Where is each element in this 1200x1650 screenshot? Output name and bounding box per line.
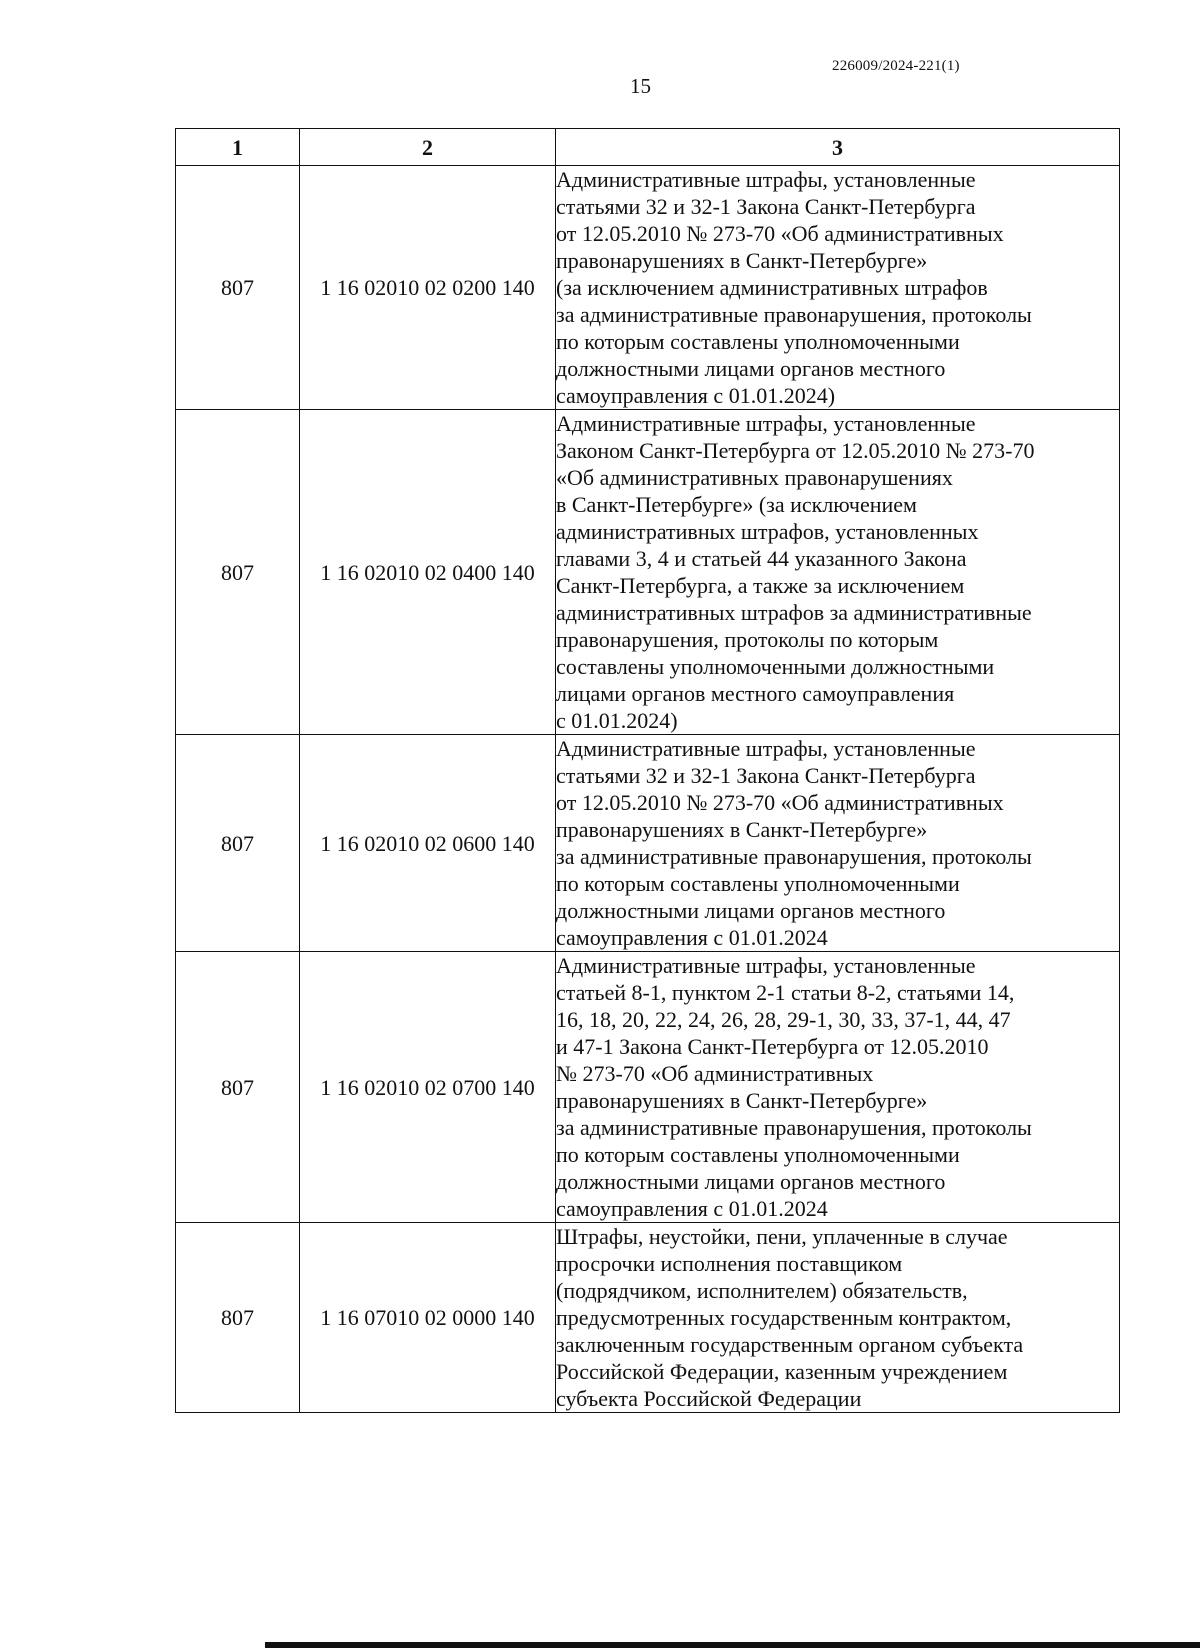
- revenue-description-cell: [556, 1223, 1120, 1413]
- description-line: статьей 8-1, пунктом 2-1 статьи 8-2, статьями 14,: [556, 980, 1015, 1005]
- description-line: самоуправления с 01.01.2024: [556, 925, 828, 950]
- description-line: Административные штрафы, установленные: [556, 167, 976, 192]
- scan-edge-mark: [265, 1642, 1200, 1648]
- revenue-description-cell: [556, 952, 1120, 1223]
- column-header-1: 1: [176, 129, 300, 166]
- description-line: от 12.05.2010 № 273-70 «Об административных: [556, 790, 1004, 815]
- description-line: административных штрафов за административные: [556, 600, 1032, 625]
- description-line: по которым составлены уполномоченными: [556, 1142, 960, 1167]
- description-line: по которым составлены уполномоченными: [556, 329, 960, 354]
- table-row: [176, 166, 1120, 410]
- description-line: правонарушениях в Санкт-Петербурге»: [556, 248, 928, 273]
- table-row: [176, 1223, 1120, 1413]
- description-line: № 273-70 «Об административных: [556, 1061, 874, 1086]
- administrator-code-cell: 807: [176, 410, 300, 735]
- description-line: административных штрафов, установленных: [556, 519, 979, 544]
- table-body: [176, 166, 1120, 1413]
- description-line: статьями 32 и 32-1 Закона Санкт-Петербурга: [556, 763, 976, 788]
- table-header-row: [176, 129, 1120, 166]
- page-number: 15: [630, 74, 651, 98]
- description-line: правонарушения, протоколы по которым: [556, 627, 939, 652]
- column-header-3: 3: [556, 129, 1120, 166]
- description-line: Штрафы, неустойки, пени, уплаченные в случае: [556, 1224, 1008, 1249]
- description-line: Административные штрафы, установленные: [556, 953, 976, 978]
- revenue-description-cell: [556, 735, 1120, 952]
- description-line: за административные правонарушения, протоколы: [556, 1115, 1032, 1140]
- administrator-code-cell: 807: [176, 952, 300, 1223]
- description-line: самоуправления с 01.01.2024: [556, 1196, 828, 1221]
- budget-classification-code-cell: 1 16 02010 02 0700 140: [300, 952, 556, 1223]
- description-line: за административные правонарушения, протоколы: [556, 844, 1032, 869]
- description-line: (за исключением административных штрафов: [556, 275, 988, 300]
- administrator-code-cell: 807: [176, 166, 300, 410]
- budget-classification-code-cell: 1 16 02010 02 0400 140: [300, 410, 556, 735]
- description-line: должностными лицами органов местного: [556, 898, 946, 923]
- budget-codes-table: [175, 128, 1120, 1413]
- description-line: «Об административных правонарушениях: [556, 465, 953, 490]
- table-row: [176, 410, 1120, 735]
- description-line: должностными лицами органов местного: [556, 1169, 946, 1194]
- table-row: [176, 735, 1120, 952]
- budget-classification-code-cell: 1 16 02010 02 0200 140: [300, 166, 556, 410]
- description-line: заключенным государственным органом субъекта: [556, 1332, 1024, 1357]
- description-line: правонарушениях в Санкт-Петербурге»: [556, 817, 928, 842]
- description-line: статьями 32 и 32-1 Закона Санкт-Петербурга: [556, 194, 976, 219]
- description-line: от 12.05.2010 № 273-70 «Об административных: [556, 221, 1004, 246]
- description-line: просрочки исполнения поставщиком: [556, 1251, 903, 1276]
- description-line: Российской Федерации, казенным учреждением: [556, 1359, 1008, 1384]
- description-line: Административные штрафы, установленные: [556, 736, 976, 761]
- document-registration-number: 226009/2024-221(1): [832, 58, 960, 74]
- description-line: субъекта Российской Федерации: [556, 1386, 862, 1411]
- description-line: должностными лицами органов местного: [556, 356, 946, 381]
- administrator-code-cell: 807: [176, 735, 300, 952]
- table-row: [176, 952, 1120, 1223]
- description-line: Санкт-Петербурга, а также за исключением: [556, 573, 965, 598]
- administrator-code-cell: 807: [176, 1223, 300, 1413]
- description-line: с 01.01.2024): [556, 708, 678, 733]
- budget-classification-code-cell: 1 16 07010 02 0000 140: [300, 1223, 556, 1413]
- revenue-description-cell: [556, 410, 1120, 735]
- description-line: и 47-1 Закона Санкт-Петербурга от 12.05.2010: [556, 1034, 989, 1059]
- description-line: Законом Санкт-Петербурга от 12.05.2010 № 273-70: [556, 438, 1035, 463]
- description-line: составлены уполномоченными должностными: [556, 654, 995, 679]
- revenue-description-cell: [556, 166, 1120, 410]
- description-line: за административные правонарушения, протоколы: [556, 302, 1032, 327]
- description-line: (подрядчиком, исполнителем) обязательств,: [556, 1278, 968, 1303]
- description-line: 16, 18, 20, 22, 24, 26, 28, 29-1, 30, 33, 37-1, 44, 47: [556, 1007, 1011, 1032]
- description-line: в Санкт-Петербурге» (за исключением: [556, 492, 917, 517]
- description-line: главами 3, 4 и статьей 44 указанного Закона: [556, 546, 967, 571]
- column-header-2: 2: [300, 129, 556, 166]
- description-line: лицами органов местного самоуправления: [556, 681, 955, 706]
- description-line: Административные штрафы, установленные: [556, 411, 976, 436]
- description-line: правонарушениях в Санкт-Петербурге»: [556, 1088, 928, 1113]
- description-line: предусмотренных государственным контрактом,: [556, 1305, 1012, 1330]
- description-line: самоуправления с 01.01.2024): [556, 383, 836, 408]
- budget-classification-code-cell: 1 16 02010 02 0600 140: [300, 735, 556, 952]
- description-line: по которым составлены уполномоченными: [556, 871, 960, 896]
